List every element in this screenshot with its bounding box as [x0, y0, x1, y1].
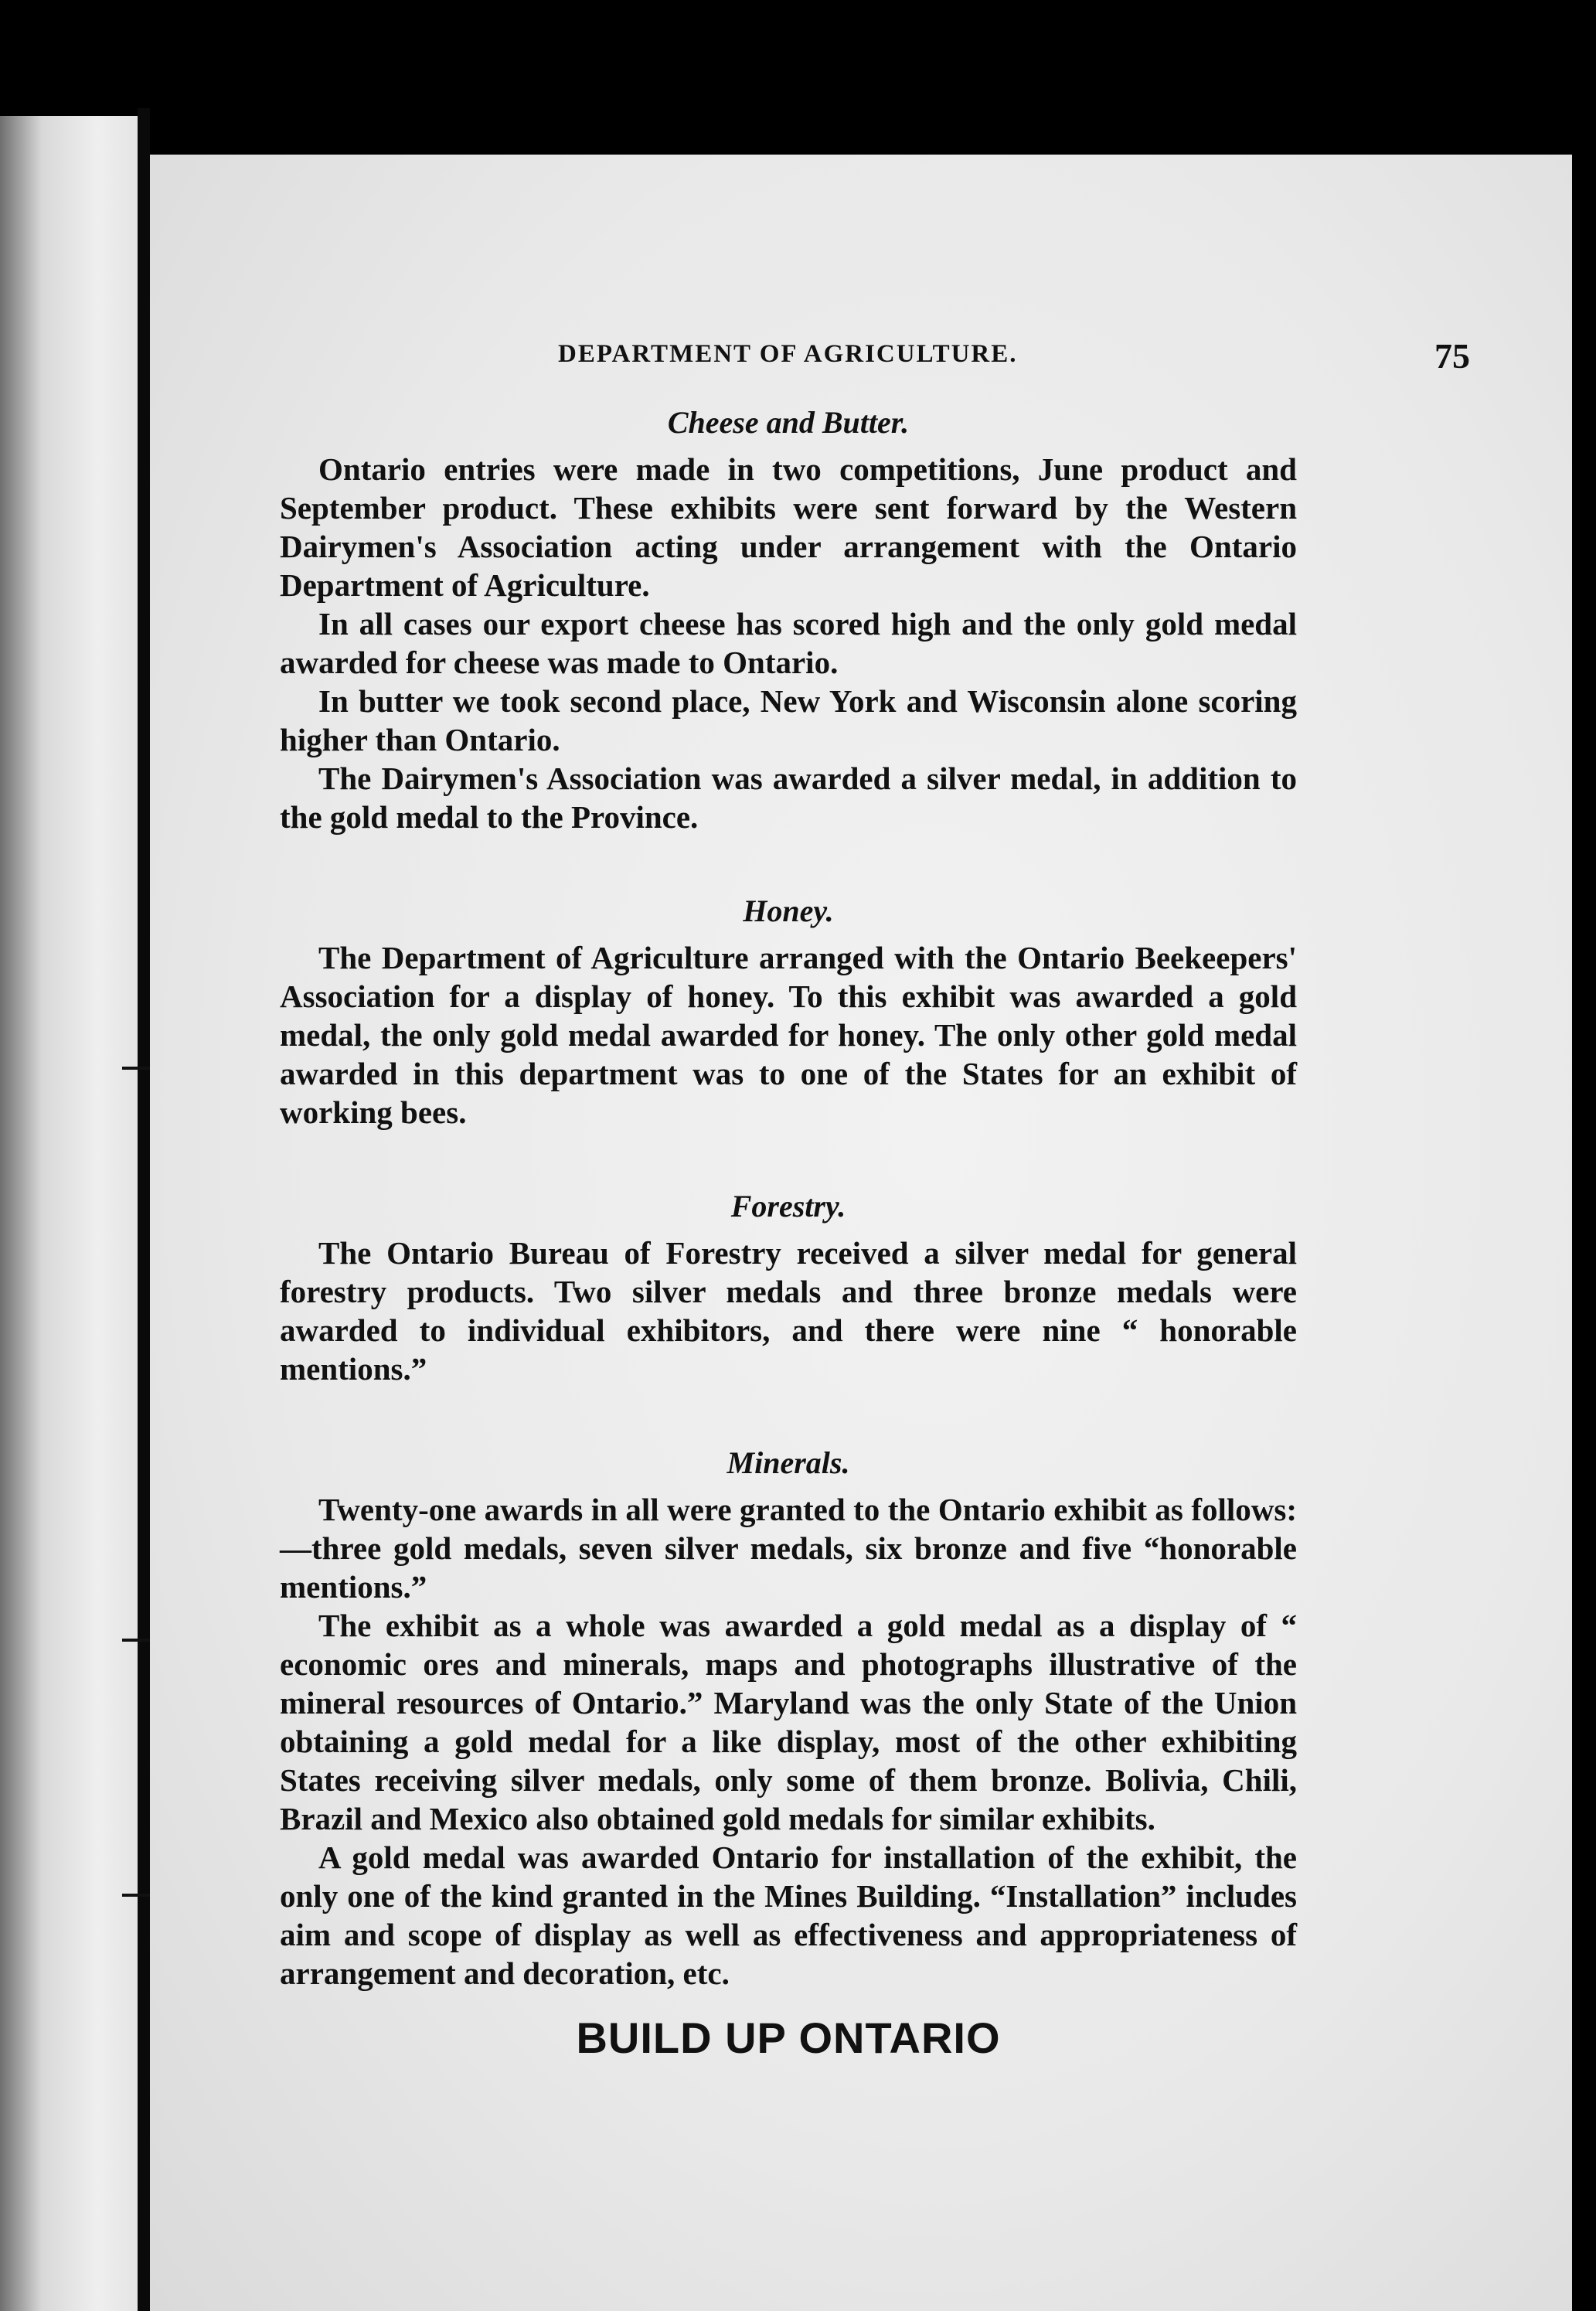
- section-heading: Forestry.: [730, 1189, 846, 1224]
- section-heading: Honey.: [743, 893, 834, 928]
- paragraph: Ontario entries were made in two competitions, June product and September product. These exhibits were sent forward by the Western Dairymen's Association acting under arrangement with the Ontario Department of Agriculture.: [280, 451, 1297, 603]
- running-head: [558, 336, 1470, 386]
- paragraph: The Dairymen's Association was awarded a silver medal, in addition to the gold medal to the Province.: [280, 761, 1297, 835]
- section-cheese-and-butter: [280, 402, 1297, 836]
- section-minerals: [280, 1442, 1297, 1993]
- paragraph: In butter we took second place, New York and Wisconsin alone scoring higher than Ontario.: [280, 683, 1297, 757]
- paragraph: Twenty-one awards in all were granted to the Ontario exhibit as follows:—three gold medals, seven silver medals, six bronze and five “honorable mentions.”: [280, 1492, 1297, 1605]
- binding-gutter: [138, 108, 150, 2311]
- running-head-title: DEPARTMENT OF AGRICULTURE.: [558, 340, 1018, 368]
- paragraph: The exhibit as a whole was awarded a gold medal as a display of “ economic ores and minerals, maps and photographs illustrative of the mineral resources of Ontario.” Maryland was the only State of the Union obtaining a gold medal for a like display, most of the other exhibiting States receiving silver medals, only some of them bronze. Bolivia, Chili, Brazil and Mexico also obtained gold medals for similar exhibits.: [280, 1608, 1297, 1836]
- section-spacer: [280, 836, 1297, 890]
- section-heading: Minerals.: [727, 1445, 850, 1480]
- page-number: 75: [1434, 336, 1470, 376]
- book-page: [150, 155, 1572, 2311]
- page-body: [280, 402, 1297, 2063]
- footer-slogan: BUILD UP ONTARIO: [576, 2013, 1001, 2062]
- paragraph: The Ontario Bureau of Forestry received a silver medal for general forestry products. Two silver medals and three bronze medals were awarded to individual exhibitors, and there were nine “ honorable mentions.”: [280, 1235, 1297, 1387]
- section-honey: [280, 890, 1297, 1132]
- paragraph: A gold medal was awarded Ontario for installation of the exhibit, the only one of the kind granted in the Mines Building. “Installation” includes aim and scope of display as well as effectiveness and appropriateness of arrangement and decoration, etc.: [280, 1840, 1297, 1991]
- facing-page-edge: [0, 116, 139, 2311]
- paragraph: The Department of Agriculture arranged with the Ontario Beekeepers' Association for a display of honey. To this exhibit was awarded a gold medal, the only gold medal awarded for honey. The only other gold medal awarded in this department was to one of the States for an exhibit of working bees.: [280, 940, 1297, 1130]
- section-heading: Cheese and Butter.: [667, 405, 910, 440]
- section-forestry: [280, 1186, 1297, 1388]
- paragraph: In all cases our export cheese has scored high and the only gold medal awarded for cheese was made to Ontario.: [280, 606, 1297, 680]
- section-spacer: [280, 1388, 1297, 1442]
- section-spacer: [280, 1132, 1297, 1186]
